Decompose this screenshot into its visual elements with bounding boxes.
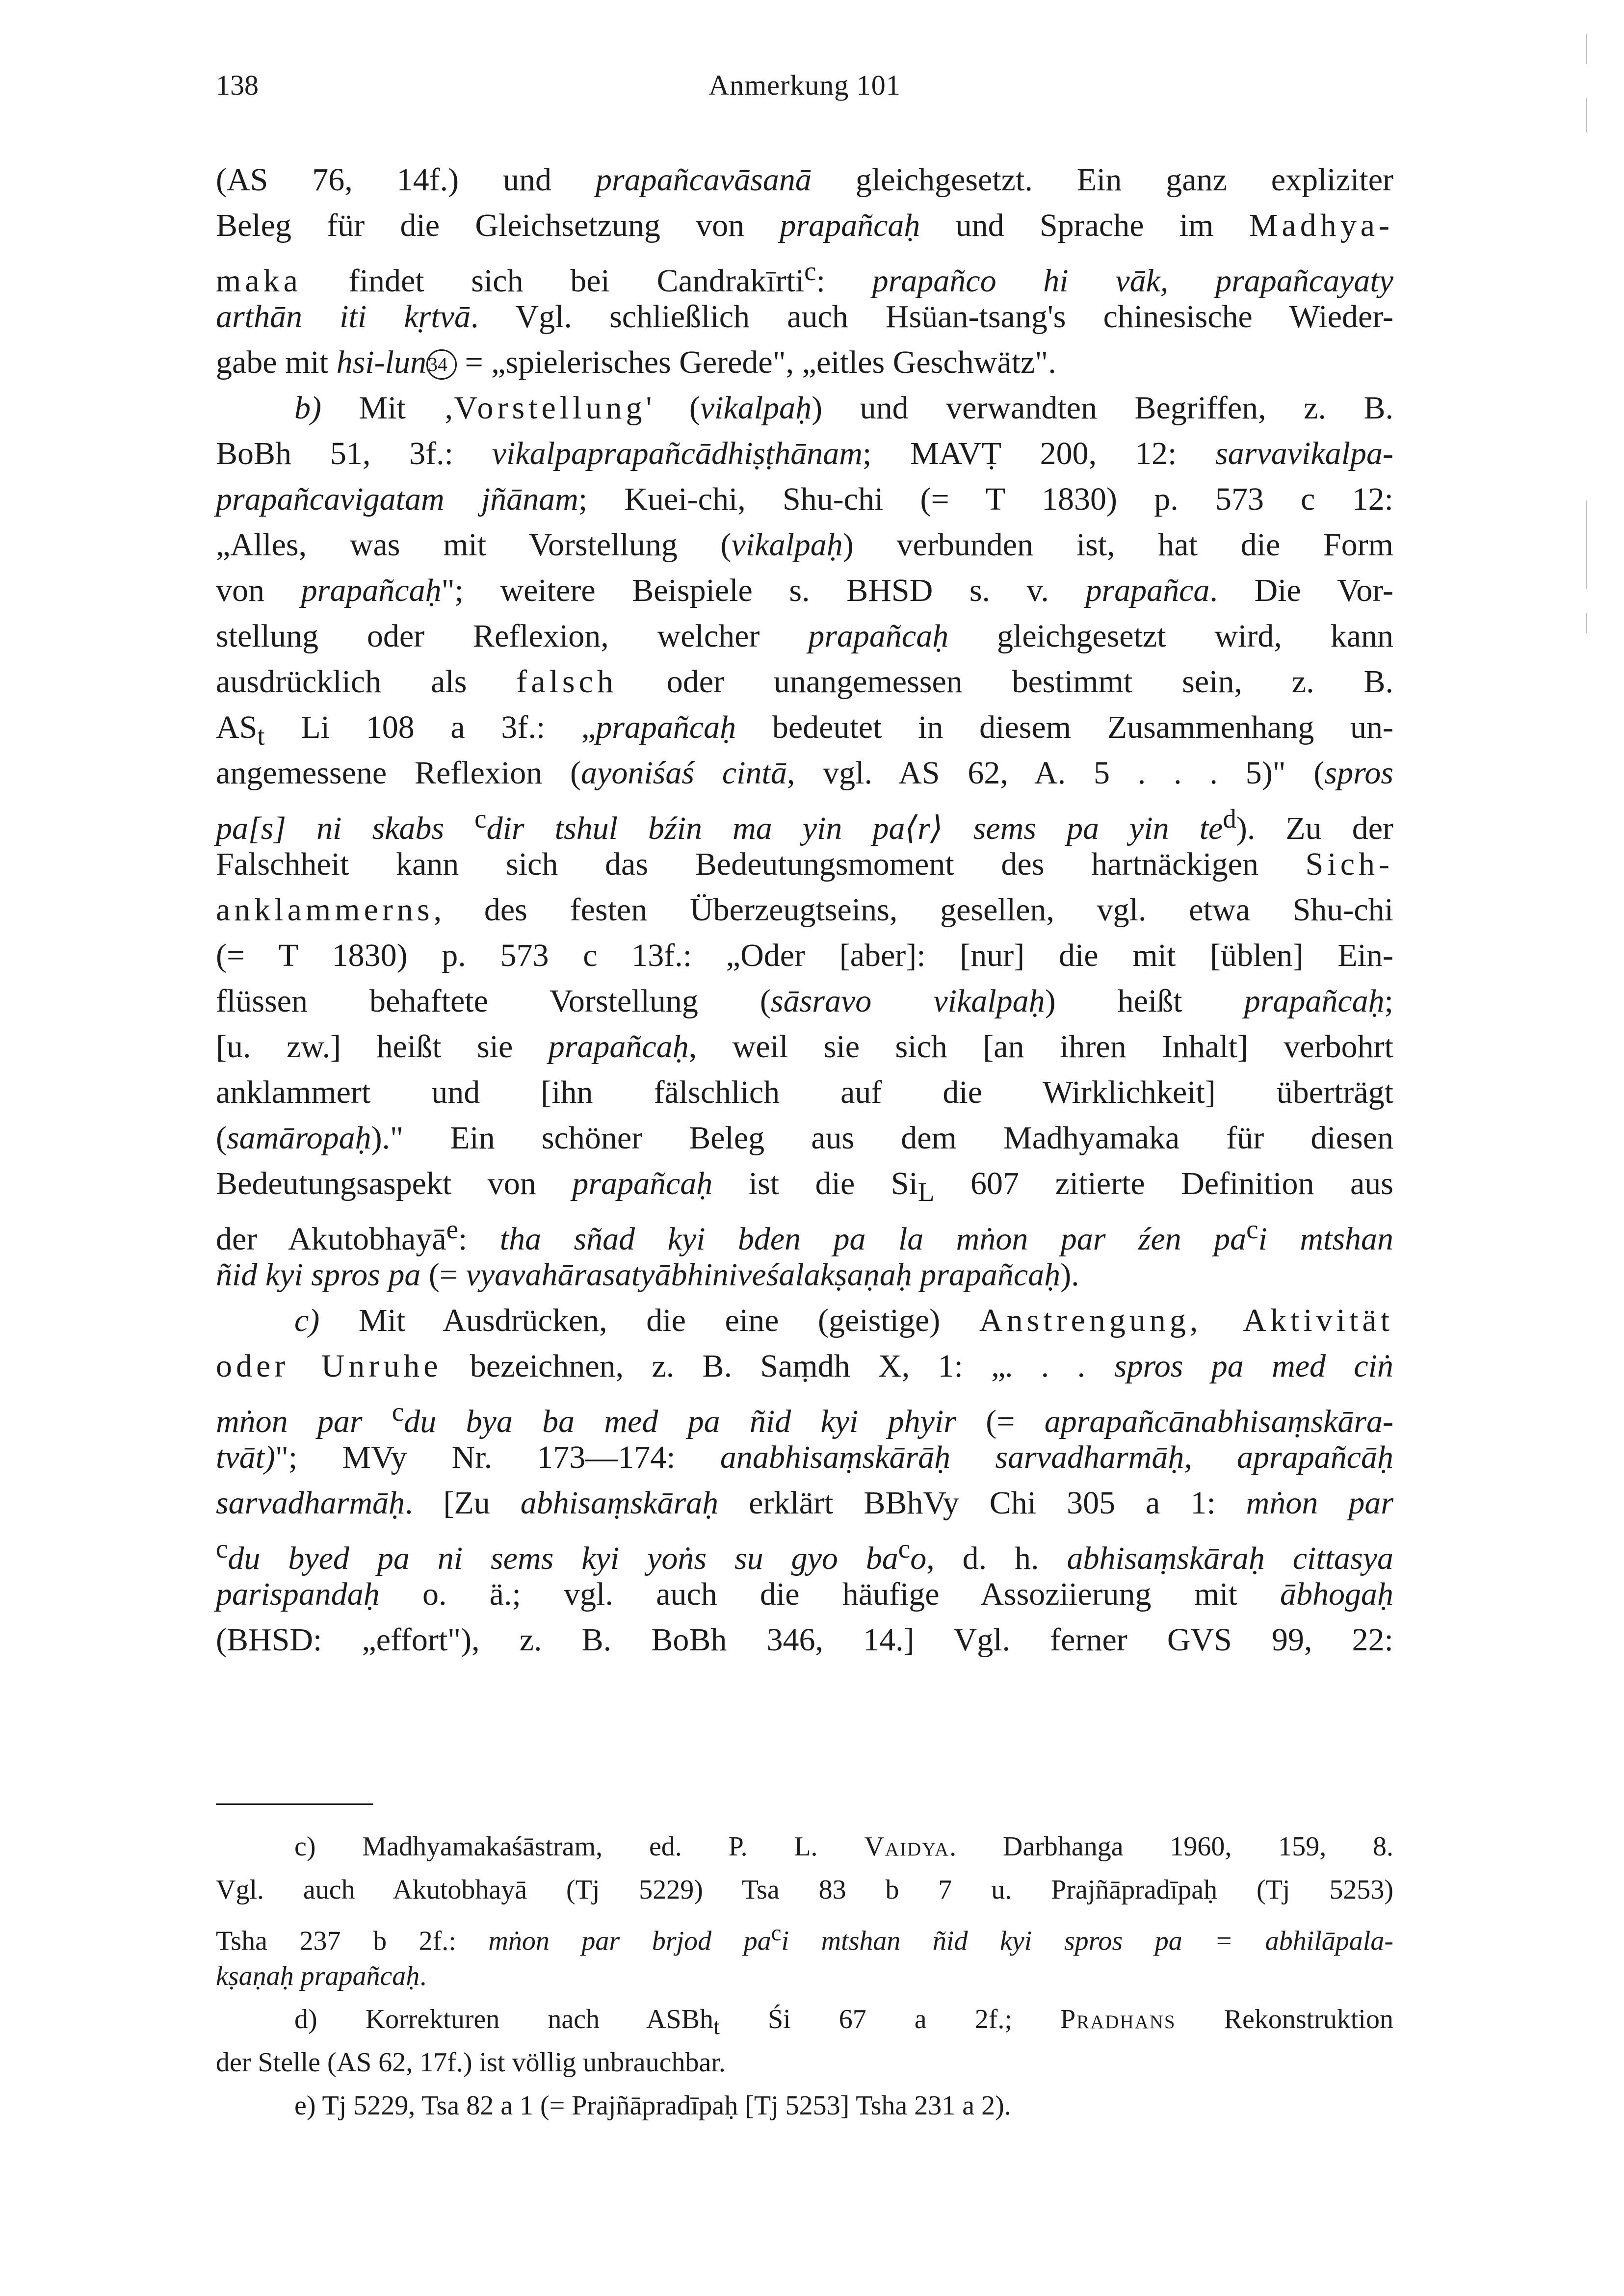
text-line: Bedeutungsaspekt von prapañcaḥ ist die $Si_L$ 607 zitierte Definition aus: [216, 1166, 1393, 1207]
footnote-line: d) Korrekturen nach ASBh$_t$ Śi 67 a 2f.; Pradhans Rekonstruktion: [294, 2004, 1393, 2040]
text-line: $AS_t$ Li 108 a 3f.: „prapañcaḥ bedeutet in diesem Zusammenhang un-: [216, 709, 1394, 751]
page-header: [216, 69, 1393, 108]
text-line: mṅon par $^c$du bya ba med pa ñid kyi phyir (= aprapañcānabhisaṃskāra-: [216, 1397, 1394, 1439]
footnote-line: c) Madhyamakaśāstram, ed. P. L. Vaidya. Darbhanga 1960, 159, 8.: [294, 1831, 1393, 1862]
text-line: b) Mit ‚Vorstellung' (vikalpaḥ) und verwandten Begriffen, z. B.: [294, 390, 1394, 426]
text-line: tvāt)"; MVy Nr. 173—174: anabhisaṃskārāḥ sarvadharmāḥ, aprapañcāḥ: [216, 1439, 1393, 1475]
footnote-line: Tsha 237 b 2f.: mṅon par brjod $pa^ci$ mtshan ñid kyi spros pa = abhilāpala-: [216, 1920, 1393, 1957]
text-line: anklammert und [ihn fälschlich auf die Wirklichkeit] überträgt: [216, 1074, 1393, 1110]
text-line: ñid kyi spros pa (= vyavahārasatyābhiniveśalakṣaṇaḥ prapañcaḥ).: [216, 1257, 1079, 1293]
scan-margin-mark: [1586, 613, 1587, 633]
text-line: c) Mit Ausdrücken, die eine (geistige) Anstrengung, Aktivität: [294, 1303, 1393, 1338]
footnote-line: kṣaṇaḥ prapañcaḥ.: [216, 1961, 427, 1991]
text-line: von prapañcaḥ"; weitere Beispiele s. BHSD s. v. prapañca. Die Vor-: [216, 573, 1393, 608]
footnote-line: Vgl. auch Akutobhayā (Tj 5229) Tsa 83 b 7 u. Prajñāpradīpaḥ (Tj 5253): [216, 1875, 1393, 1905]
text-line: „Alles, was mit Vorstellung (vikalpaḥ) verbunden ist, hat die Form: [216, 527, 1394, 563]
text-line: Falschheit kann sich das Bedeutungsmoment des hartnäckigen Sich-: [216, 846, 1393, 882]
text-line: [u. zw.] heißt sie prapañcaḥ, weil sie sich [an ihren Inhalt] verbohrt: [216, 1029, 1394, 1065]
text-line: oder Unruhe bezeichnen, z. B. Saṃdh X, 1: „. . . spros pa med ciṅ: [216, 1348, 1393, 1384]
text-line: der Akutobhayā$^e$: tha sñad kyi bden pa la mṅon par źen $pa^ci$ mtshan: [216, 1214, 1394, 1257]
text-line: Beleg für die Gleichsetzung von prapañcaḥ und Sprache im Madhya-: [216, 208, 1393, 243]
page-number: 138: [216, 69, 259, 101]
footnote-line: der Stelle (AS 62, 17f.) ist völlig unbrauchbar.: [216, 2047, 726, 2078]
text-line: flüssen behaftete Vorstellung (sāsravo vikalpaḥ) heißt prapañcaḥ;: [216, 983, 1394, 1019]
text-line: (samāropaḥ)." Ein schöner Beleg aus dem Madhyamaka für diesen: [216, 1120, 1393, 1156]
text-line: $^c$du byed pa ni sems kyi yoṅs su gyo $ba^co$, d. h. abhisaṃskāraḥ cittasya: [216, 1534, 1393, 1576]
scan-margin-mark: [1586, 500, 1587, 589]
text-line: pa[s] ni skabs $^c$dir tshul bźin ma yin pa⟨r⟩ sems pa yin $te^d$). Zu der: [216, 804, 1393, 846]
text-line: BoBh 51, 3f.: vikalpaprapañcādhiṣṭhānam; MAVṬ 200, 12: sarvavikalpa-: [216, 436, 1393, 471]
text-line: angemessene Reflexion (ayoniśaś cintā, vgl. AS 62, A. 5 . . . 5)" (spros: [216, 755, 1394, 791]
text-line: parispandaḥ o. ä.; vgl. auch die häufige Assoziierung mit ābhogaḥ: [216, 1576, 1393, 1612]
text-line: (AS 76, 14f.) und prapañcavāsanā gleichgesetzt. Ein ganz expliziter: [216, 162, 1393, 198]
text-line: ausdrücklich als falsch oder unangemessen bestimmt sein, z. B.: [216, 664, 1393, 700]
text-line: arthān iti kṛtvā. Vgl. schließlich auch Hsüan-tsang's chinesische Wieder-: [216, 299, 1393, 335]
text-line: anklammerns, des festen Überzeugtseins, gesellen, vgl. etwa Shu-chi: [216, 892, 1393, 928]
text-line: sarvadharmāḥ. [Zu abhisaṃskāraḥ erklärt BBhVy Chi 305 a 1: mṅon par: [216, 1485, 1394, 1521]
footnotes: [216, 1825, 1393, 2127]
scan-margin-mark: [1586, 98, 1587, 132]
text-line: stellung oder Reflexion, welcher prapañcaḥ gleichgesetzt wird, kann: [216, 618, 1393, 654]
text-line: maka findet sich bei Candrakīrti$^c$: prapañco hi vāk, prapañcayaty: [216, 256, 1393, 299]
circled-character-number: 34: [426, 349, 457, 380]
main-text: [216, 157, 1393, 1663]
footnote-line: e) Tj 5229, Tsa 82 a 1 (= Prajñāpradīpaḥ [Tj 5253] Tsha 231 a 2).: [294, 2090, 1011, 2121]
text-line: gabe mit hsi-lun34 = „spielerisches Gerede", „eitles Geschwätz".: [216, 344, 1056, 380]
text-line: prapañcavigatam jñānam; Kuei-chi, Shu-chi (= T 1830) p. 573 c 12:: [216, 481, 1394, 517]
text-line: (= T 1830) p. 573 c 13f.: „Oder [aber]: [nur] die mit [üblen] Ein-: [216, 938, 1393, 973]
text-line: (BHSD: „effort"), z. B. BoBh 346, 14.] Vgl. ferner GVS 99, 22:: [216, 1622, 1393, 1658]
scan-margin-mark: [1586, 34, 1587, 64]
footnote-separator: [216, 1803, 373, 1805]
running-head: Anmerkung 101: [708, 69, 901, 101]
